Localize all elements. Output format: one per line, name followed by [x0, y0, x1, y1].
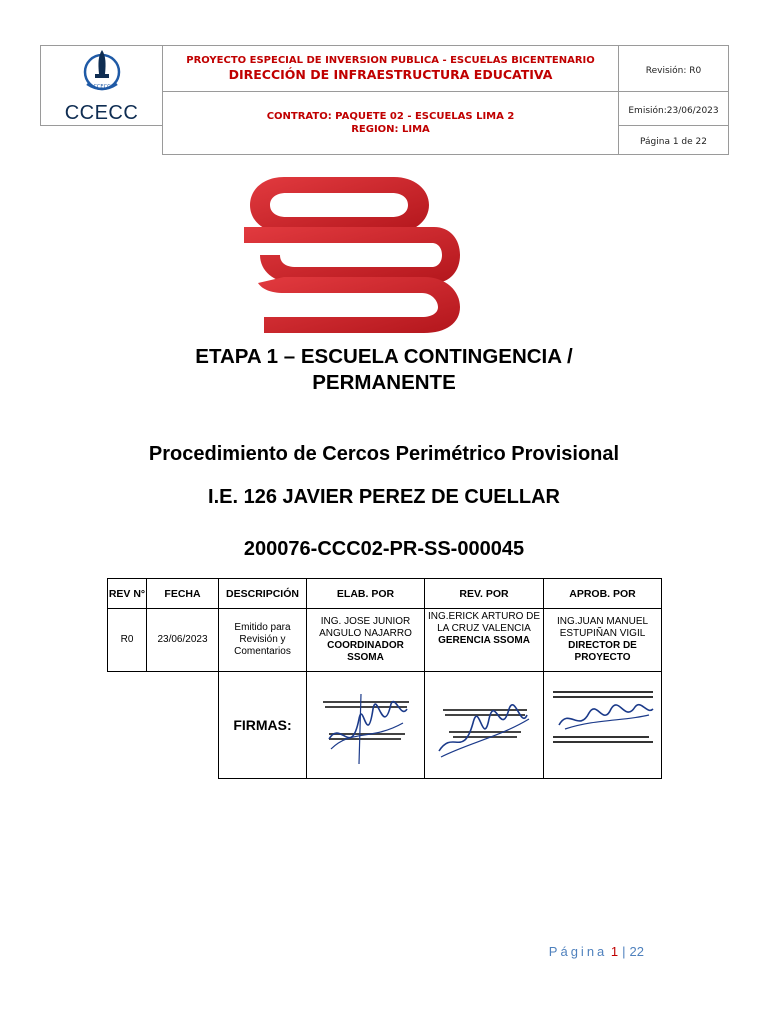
- footer-page-current: 1: [610, 944, 619, 959]
- header-fecha: FECHA: [147, 579, 219, 609]
- aprob-role: DIRECTOR DE PROYECTO: [568, 640, 637, 663]
- header-descripcion: DESCRIPCIÓN: [219, 579, 307, 609]
- page-cell: [619, 126, 729, 155]
- procedure-title: Procedimiento de Cercos Perimétrico Provisional: [148, 443, 620, 465]
- signature-elab: [307, 672, 425, 779]
- footer-page-total: 22: [629, 944, 644, 959]
- region-line: REGION: LIMA: [351, 124, 430, 135]
- direction-line: DIRECCIÓN DE INFRAESTRUCTURA EDUCATIVA: [228, 67, 553, 82]
- header-revpor: REV. POR: [425, 579, 544, 609]
- signature-aprob: [544, 672, 662, 779]
- rev-name: ING.ERICK ARTURO DE LA CRUZ VALENCIA: [427, 611, 541, 634]
- revision-header-row: [108, 579, 662, 609]
- signature-stamp-elab-icon: [311, 679, 421, 769]
- rev-role: GERENCIA SSOMA: [438, 635, 530, 646]
- company-logo-cell: [41, 46, 163, 126]
- project-line: PROYECTO ESPECIAL DE INVERSION PUBLICA - ESCUELAS BICENTENARIO: [186, 55, 595, 66]
- cell-descripcion: Emitido para Revisión y Comentarios: [219, 609, 307, 672]
- elab-role: COORDINADOR SSOMA: [327, 640, 404, 663]
- footer-page-label: Página: [548, 944, 608, 959]
- company-logo-text: CCECC: [64, 102, 139, 124]
- contract-line: CONTRATO: PAQUETE 02 - ESCUELAS LIMA 2: [266, 111, 515, 122]
- revision-value: Revisión: R0: [645, 65, 702, 76]
- stage-title: [0, 344, 768, 396]
- footer-separator: |: [622, 944, 626, 959]
- elab-name: ING. JOSE JUNIOR ANGULO NAJARRO: [319, 616, 412, 639]
- logo-spacer: [41, 126, 163, 155]
- revision-data-row: [108, 609, 662, 672]
- cell-rev: R0: [108, 609, 147, 672]
- emision-cell: [619, 92, 729, 126]
- bicentenario-books-logo: [224, 167, 464, 337]
- header-aprob: APROB. POR: [544, 579, 662, 609]
- page-footer: [549, 944, 644, 959]
- page-value: Página 1 de 22: [640, 137, 707, 147]
- institution-title: I.E. 126 JAVIER PEREZ DE CUELLAR: [208, 486, 560, 508]
- svg-text:CCECC: CCECC: [92, 84, 111, 90]
- signature-rev: [425, 672, 544, 779]
- stage-title-line2: PERMANENTE: [312, 371, 456, 394]
- signature-row: [108, 672, 662, 779]
- cell-revpor: [425, 609, 544, 672]
- ccecc-emblem-icon: [79, 46, 125, 100]
- cell-fecha: 23/06/2023: [147, 609, 219, 672]
- document-code: 200076-CCC02-PR-SS-000045: [243, 538, 525, 560]
- contract-cell: [163, 92, 619, 155]
- firmas-label: FIRMAS:: [219, 672, 307, 779]
- aprob-name: ING.JUAN MANUEL ESTUPIÑAN VIGIL: [556, 616, 649, 639]
- header-rev: REV N°: [108, 579, 147, 609]
- signature-stamp-aprob-icon: [545, 679, 661, 769]
- signature-stamp-rev-icon: [429, 679, 539, 769]
- revision-cell: [619, 46, 729, 92]
- revision-table: [107, 578, 662, 779]
- cell-elab: [307, 609, 425, 672]
- stage-title-line1: ETAPA 1 – ESCUELA CONTINGENCIA /: [195, 345, 573, 368]
- company-logo: [41, 46, 162, 125]
- document-header: [40, 45, 729, 155]
- cell-aprob: [544, 609, 662, 672]
- signature-spacer: [108, 672, 219, 779]
- emision-value: Emisión:23/06/2023: [628, 105, 719, 116]
- header-elab: ELAB. POR: [307, 579, 425, 609]
- project-title-cell: [163, 46, 619, 92]
